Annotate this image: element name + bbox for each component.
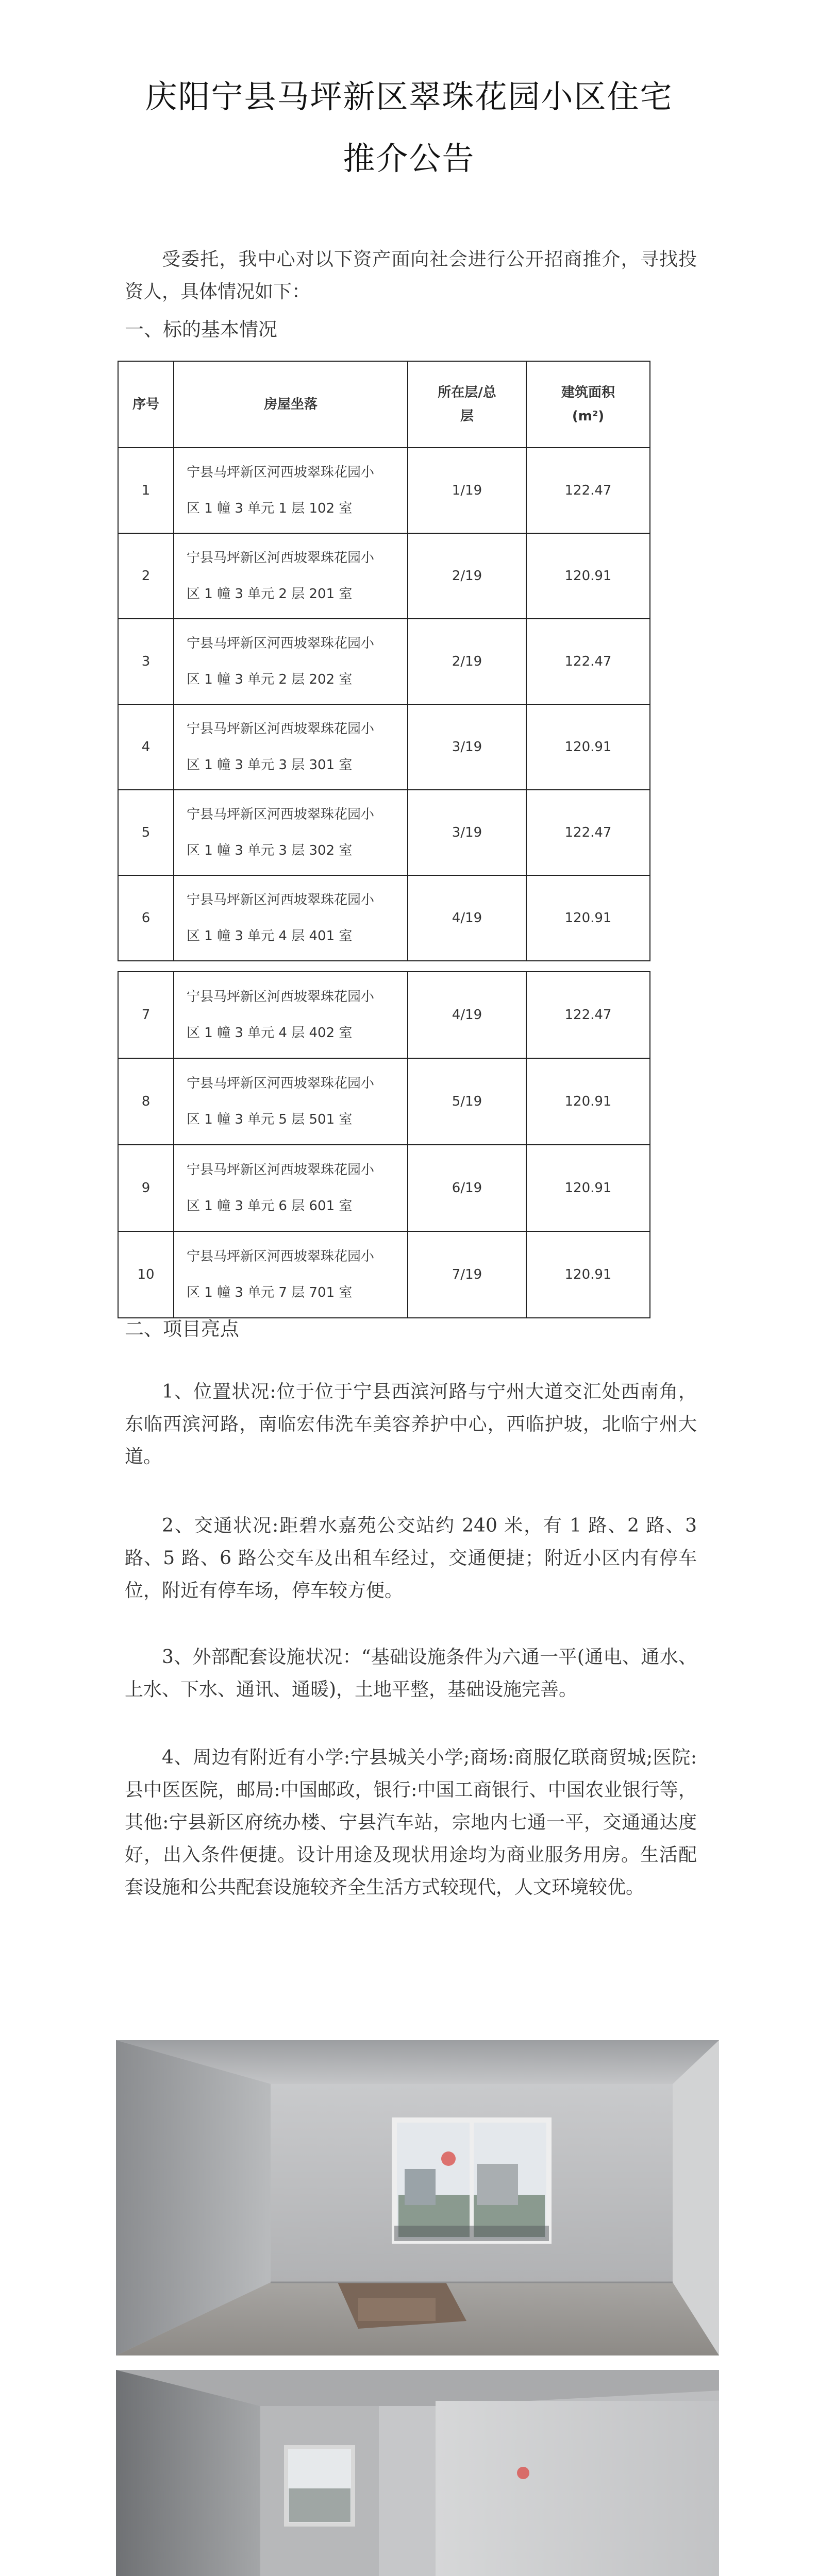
- cell-no: 8: [118, 1058, 174, 1145]
- cell-floor: 3/19: [408, 790, 526, 875]
- page-subtitle: 推介公告: [343, 140, 475, 177]
- cell-area: 120.91: [526, 704, 650, 790]
- room-photo-1: [116, 2040, 719, 2355]
- cell-address: 宁县马坪新区河西坡翠珠花园小 区 1 幢 3 单元 4 层 401 室: [174, 875, 408, 961]
- cell-area: 122.47: [526, 972, 650, 1058]
- property-table: [118, 361, 650, 961]
- table-header-row: [118, 361, 650, 448]
- table-row: [118, 875, 650, 961]
- cell-address: 宁县马坪新区河西坡翠珠花园小 区 1 幢 3 单元 1 层 102 室: [174, 448, 408, 533]
- highlight-surroundings: 4、周边有附近有小学:宁县城关小学;商场:商服亿联商贸城;医院:县中医医院，邮局:中国邮政，银行:中国工商银行、中国农业银行等，其他:宁县新区府统办楼、宁县汽车站，宗地内七通一平，交通通达度好，出入条件便捷。设计用途及现状用途均为商业服务用房。生活配套设施和公共配套设施较齐全生活方式较现代，人文环境较优。: [125, 1747, 697, 1898]
- cell-no: 5: [118, 790, 174, 875]
- section-heading-1: 一、标的基本情况: [125, 318, 277, 341]
- cell-floor: 4/19: [408, 875, 526, 961]
- header-area: 建筑面积(m²): [526, 361, 650, 448]
- cell-no: 10: [118, 1231, 174, 1318]
- table-row: [118, 619, 650, 704]
- intro-paragraph: 受委托，我中心对以下资产面向社会进行公开招商推介，寻找投资人，具体情况如下：: [125, 249, 697, 302]
- table-row: [118, 1058, 650, 1145]
- cell-floor: 6/19: [408, 1145, 526, 1231]
- cell-floor: 7/19: [408, 1231, 526, 1318]
- cell-address: 宁县马坪新区河西坡翠珠花园小 区 1 幢 3 单元 6 层 601 室: [174, 1145, 408, 1231]
- room-photo-1-image: [116, 2040, 719, 2355]
- cell-address: 宁县马坪新区河西坡翠珠花园小 区 1 幢 3 单元 7 层 701 室: [174, 1231, 408, 1318]
- cell-floor: 4/19: [408, 972, 526, 1058]
- room-photo-2-image: [116, 2370, 719, 2576]
- table-row: [118, 1231, 650, 1318]
- cell-area: 120.91: [526, 533, 650, 619]
- cell-no: 9: [118, 1145, 174, 1231]
- cell-address: 宁县马坪新区河西坡翠珠花园小 区 1 幢 3 单元 3 层 301 室: [174, 704, 408, 790]
- cell-address: 宁县马坪新区河西坡翠珠花园小 区 1 幢 3 单元 4 层 402 室: [174, 972, 408, 1058]
- cell-area: 122.47: [526, 448, 650, 533]
- property-table-continued: [118, 971, 650, 1318]
- cell-area: 120.91: [526, 875, 650, 961]
- highlight-location: 1、位置状况:位于位于宁县西滨河路与宁州大道交汇处西南角，东临西滨河路，南临宏伟洗车美容养护中心，西临护坡，北临宁州大道。: [125, 1381, 697, 1467]
- cell-no: 2: [118, 533, 174, 619]
- cell-address: 宁县马坪新区河西坡翠珠花园小 区 1 幢 3 单元 3 层 302 室: [174, 790, 408, 875]
- cell-no: 1: [118, 448, 174, 533]
- highlight-infrastructure: 3、外部配套设施状况：“基础设施条件为六通一平(通电、通水、上水、下水、通讯、通暖)，土地平整，基础设施完善。: [125, 1647, 697, 1700]
- cell-area: 122.47: [526, 790, 650, 875]
- header-floor: 所在层/总层: [408, 361, 526, 448]
- table-row: [118, 790, 650, 875]
- cell-no: 7: [118, 972, 174, 1058]
- cell-floor: 2/19: [408, 619, 526, 704]
- header-address: 房屋坐落: [174, 361, 408, 448]
- room-photo-2: [116, 2370, 719, 2576]
- cell-floor: 1/19: [408, 448, 526, 533]
- cell-no: 3: [118, 619, 174, 704]
- cell-floor: 5/19: [408, 1058, 526, 1145]
- header-no: 序号: [118, 361, 174, 448]
- cell-area: 120.91: [526, 1058, 650, 1145]
- table-row: [118, 533, 650, 619]
- section-heading-2: 二、项目亮点: [125, 1318, 239, 1340]
- cell-address: 宁县马坪新区河西坡翠珠花园小 区 1 幢 3 单元 2 层 201 室: [174, 533, 408, 619]
- cell-no: 4: [118, 704, 174, 790]
- table-row: [118, 1145, 650, 1231]
- cell-area: 120.91: [526, 1231, 650, 1318]
- page-title: 庆阳宁县马坪新区翠珠花园小区住宅: [145, 78, 673, 115]
- cell-area: 122.47: [526, 619, 650, 704]
- cell-area: 120.91: [526, 1145, 650, 1231]
- cell-floor: 3/19: [408, 704, 526, 790]
- table-row: [118, 448, 650, 533]
- cell-address: 宁县马坪新区河西坡翠珠花园小 区 1 幢 3 单元 5 层 501 室: [174, 1058, 408, 1145]
- cell-no: 6: [118, 875, 174, 961]
- table-row: [118, 972, 650, 1058]
- table-row: [118, 704, 650, 790]
- cell-address: 宁县马坪新区河西坡翠珠花园小 区 1 幢 3 单元 2 层 202 室: [174, 619, 408, 704]
- cell-floor: 2/19: [408, 533, 526, 619]
- highlight-transport: 2、交通状况:距碧水嘉苑公交站约 240 米，有 1 路、2 路、3 路、5 路、6 路公交车及出租车经过，交通便捷；附近小区内有停车位，附近有停车场，停车较方便。: [125, 1515, 697, 1601]
